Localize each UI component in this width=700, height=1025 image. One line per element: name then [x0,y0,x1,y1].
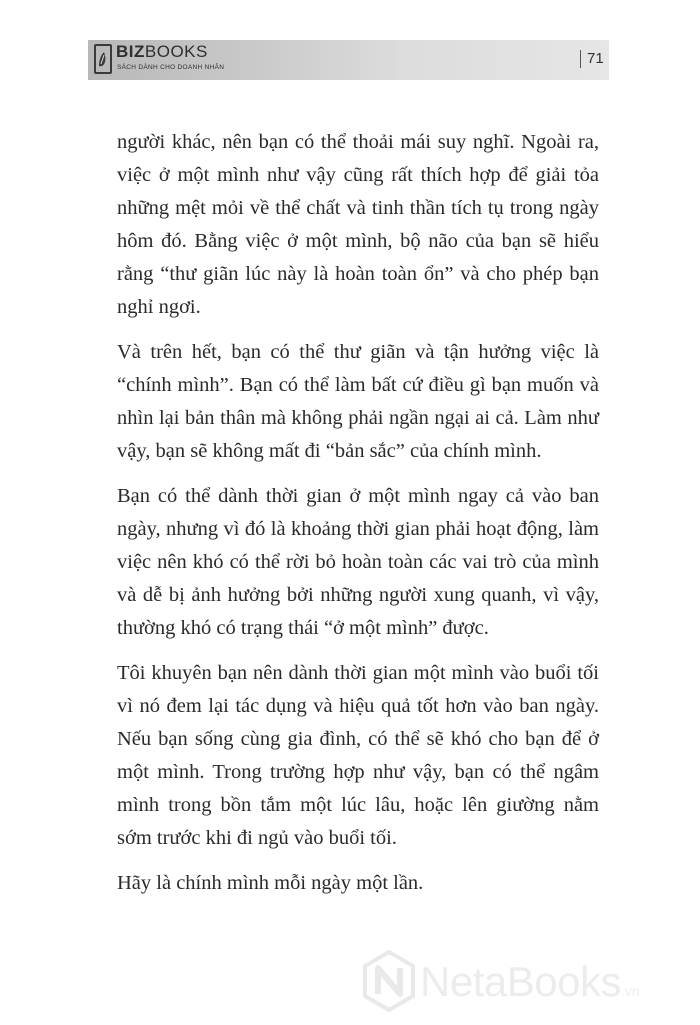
paragraph: Bạn có thể dành thời gian ở một mình ngay cả vào ban ngày, nhưng vì đó là khoảng thời gian phải hoạt động, làm việc nên khó có thể rời bỏ hoàn toàn các vai trò của mình và dễ bị ảnh hưởng bởi những người xung quanh, vì vậy, thường khó có trạng thái “ở một mình” được. [117,485,599,639]
watermark-brand: NetaBooks [420,958,621,1005]
paragraph: người khác, nên bạn có thể thoải mái suy nghĩ. Ngoài ra, việc ở một mình như vậy cũng rất thích hợp để giải tỏa những mệt mỏi về thể chất và tinh thần tích tụ trong ngày hôm đó. Bằng việc ở một mình, bộ não của bạn sẽ hiểu rằng “thư giãn lúc này là hoàn toàn ổn” và cho phép bạn nghỉ ngơi. [117,131,599,318]
netabooks-watermark [362,950,682,1014]
netabooks-logo-icon [362,950,416,1012]
publisher-brand [116,43,208,61]
page-number: 71 [587,50,604,67]
publisher-tagline: SÁCH DÀNH CHO DOANH NHÂN [117,64,225,71]
watermark-suffix: .vn [620,983,640,999]
brand-thin: BOOKS [144,42,208,61]
bizbooks-logo-icon [94,44,112,74]
paragraph: Hãy là chính mình mỗi ngày một lần. [117,872,424,894]
paragraph: Tôi khuyên bạn nên dành thời gian một mình vào buổi tối vì nó đem lại tác dụng và hiệu quả tốt hơn vào ban ngày. Nếu bạn sống cùng gia đình, có thể sẽ khó cho bạn để ở một mình. Trong trường hợp như vậy, bạn có thể ngâm mình trong bồn tắm một lúc lâu, hoặc lên giường nằm sớm trước khi đi ngủ vào buổi tối. [117,662,599,849]
watermark-text [420,958,640,1015]
page-number-divider [580,50,581,68]
paragraph: Và trên hết, bạn có thể thư giãn và tận hưởng việc là “chính mình”. Bạn có thể làm bất cứ điều gì bạn muốn và nhìn lại bản thân mà không phải ngần ngại ai cả. Làm như vậy, bạn sẽ không mất đi “bản sắc” của chính mình. [117,341,599,462]
brand-bold: BIZ [116,42,145,61]
page-body [117,126,599,912]
